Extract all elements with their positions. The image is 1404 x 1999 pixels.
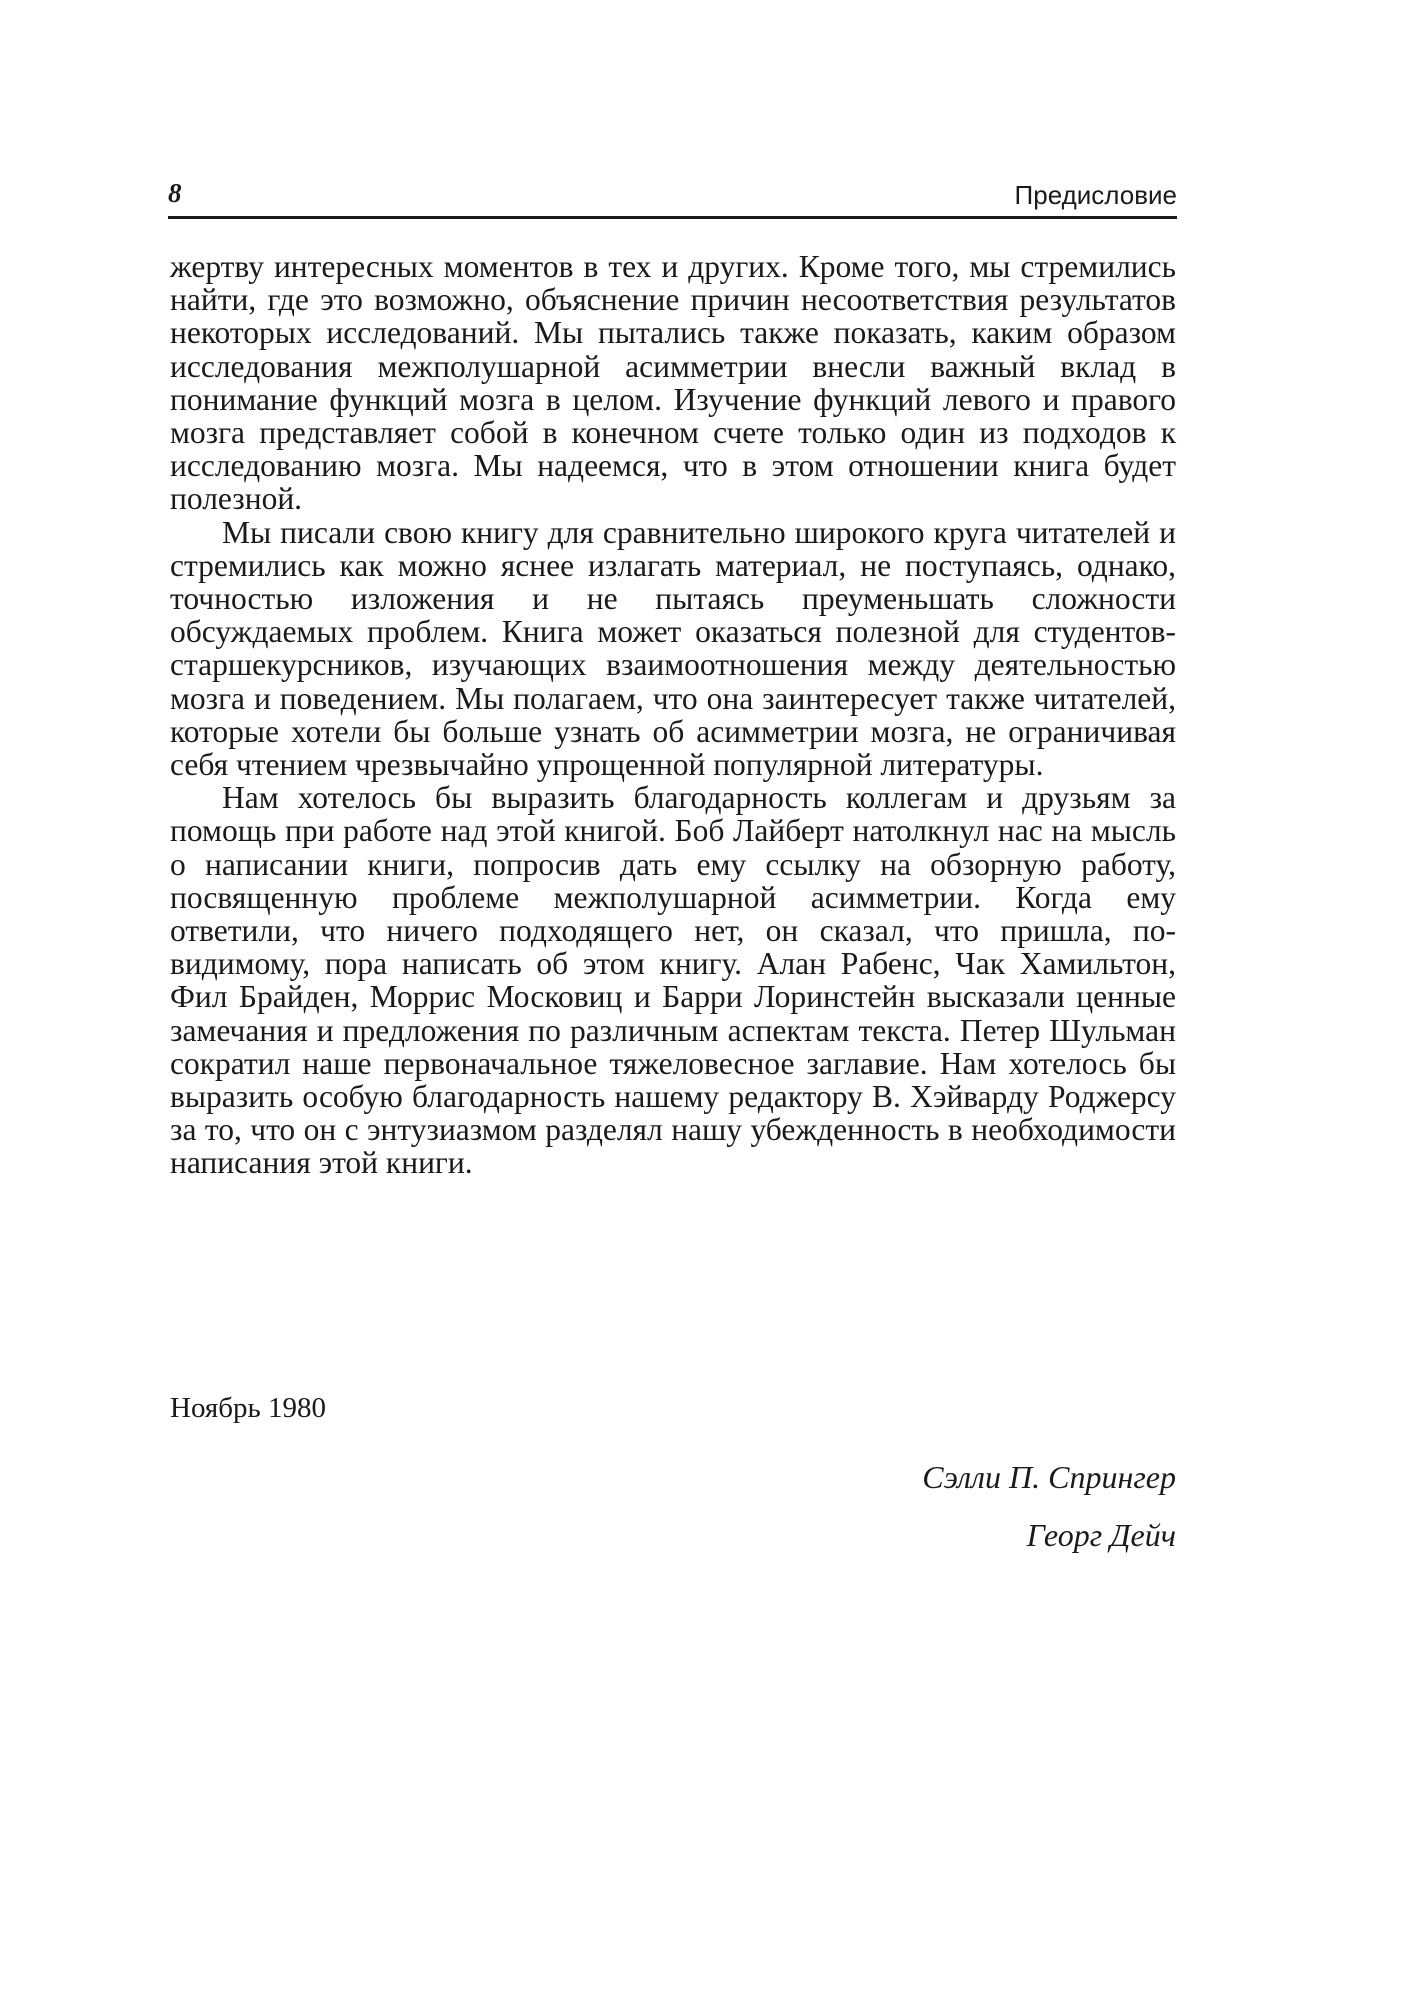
date-line: Ноябрь 1980 — [170, 1392, 326, 1424]
paragraph-2: Мы писали свою книгу для сравнительно широкого круга читателей и стремились как можно яснее излагать материал, не поступаясь, однако, точностью изложения и не пытаясь преуменьшать сложности обсуждаемых проблем. Книга может оказаться полезной для студентов-старшекурсников, изучающих взаимоотношения между деятельностью мозга и поведением. Мы полагаем, что она заинтересует также читателей, которые хотели бы больше узнать об асимметрии мозга, не ограничивая себя чтением чрезвычайно упрощенной популярной литературы. — [170, 514, 1176, 783]
paragraph-3: Нам хотелось бы выразить благодарность коллегам и друзьям за помощь при работе над этой книгой. Боб Лайберт натолкнул нас на мысль о написании книги, попросив дать ему ссылку на обзорную работу, посвященную проблеме межполушарной асимметрии. Когда ему ответили, что ничего подходящего нет, он сказал, что пришла, по-видимому, пора написать об этом книгу. Алан Рабенс, Чак Хамильтон, Фил Брайден, Моррис Московиц и Барри Лоринстейн высказали ценные замечания и предложения по различным аспектам текста. Петер Шульман сократил наше первоначальное тяжеловесное заглавие. Нам хотелось бы выразить особую благодарность нашему редактору В. Хэйварду Роджерсу за то, что он с энтузиазмом разделял нашу убежденность в необходимости написания этой книги. — [170, 780, 1176, 1181]
signatures — [922, 1448, 1176, 1564]
paragraph-1: жертву интересных моментов в тех и других. Кроме того, мы стремились найти, где это возможно, объяснение причин несоответствия результатов некоторых исследований. Мы пытались также показать, каким образом исследования межполушарной асимметрии внесли важный вклад в понимание функций мозга в целом. Изучение функций левого и правого мозга представляет собой в конечном счете только один из подходов к исследованию мозга. Мы надеемся, что в этом отношении книга будет полезной. — [170, 249, 1176, 517]
signature-deutsch: Георг Дейч — [1026, 1517, 1176, 1553]
signature-springer: Сэлли П. Спрингер — [922, 1459, 1176, 1495]
running-head: Предисловие — [1014, 180, 1177, 210]
page-number: 8 — [168, 178, 182, 208]
page-header — [168, 178, 1177, 219]
body-text — [170, 250, 1176, 1180]
